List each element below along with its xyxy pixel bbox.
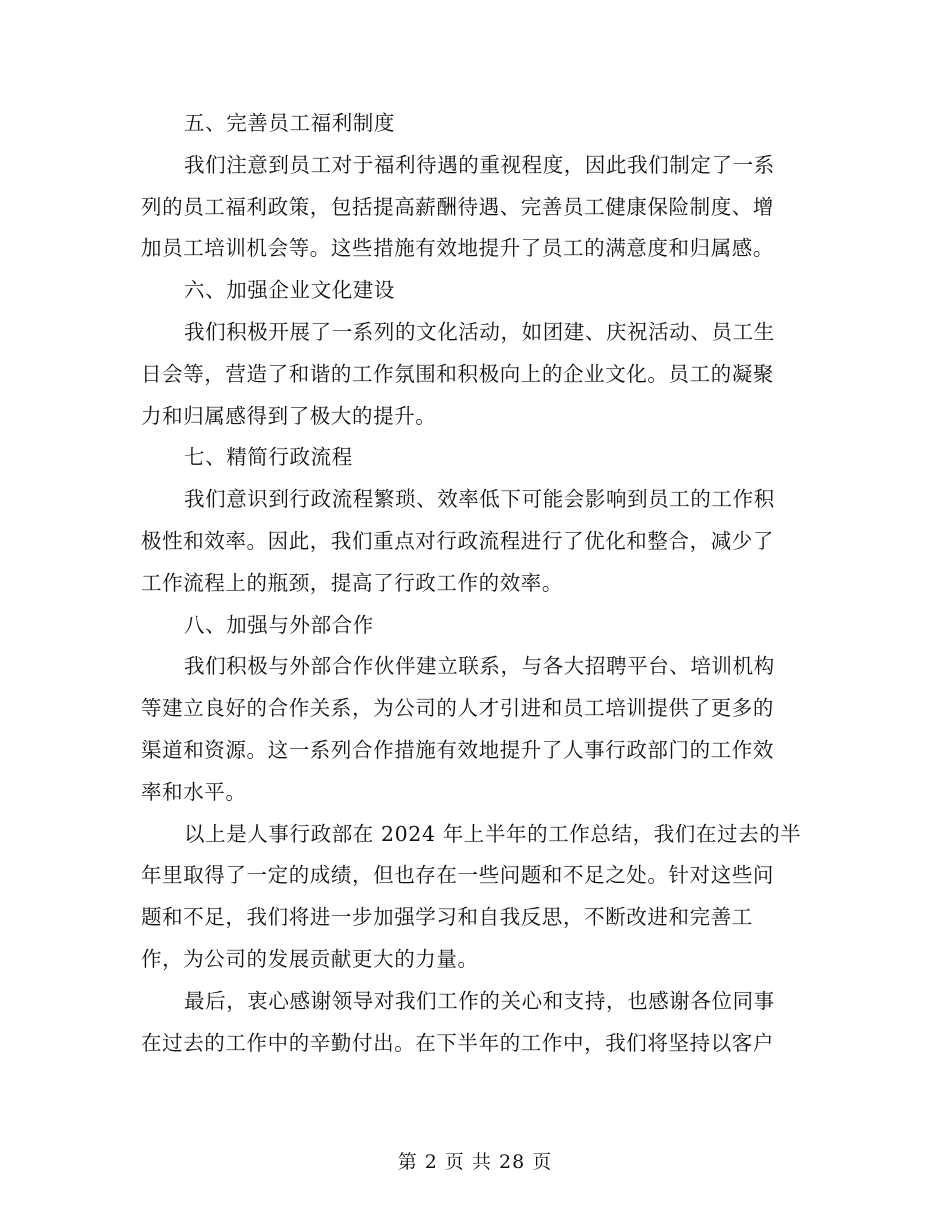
paragraph-line: 等建立良好的合作关系，为公司的人才引进和员工培训提供了更多的 — [141, 696, 774, 721]
paragraph-line: 年里取得了一定的成绩，但也存在一些问题和不足之处。针对这些问 — [141, 863, 774, 888]
section-heading-5: 五、完善员工福利制度 — [184, 111, 395, 135]
paragraph-line: 列的员工福利政策，包括提高薪酬待遇、完善员工健康保险制度、增 — [141, 194, 774, 219]
paragraph-line: 率和水平。 — [141, 779, 247, 804]
paragraph-line: 加员工培训机会等。这些措施有效地提升了员工的满意度和归属感。 — [141, 236, 774, 261]
paragraph-line: 以上是人事行政部在 2024 年上半年的工作总结，我们在过去的半 — [184, 821, 802, 846]
page-number-footer: 第 2 页 共 28 页 — [397, 1151, 553, 1173]
section-heading-7: 七、精简行政流程 — [184, 445, 353, 470]
paragraph-line: 我们注意到员工对于福利待遇的重视程度，因此我们制定了一系 — [184, 152, 775, 177]
paragraph-line: 日会等，营造了和谐的工作氛围和积极向上的企业文化。员工的凝聚 — [141, 361, 774, 386]
paragraph-line: 我们积极开展了一系列的文化活动，如团建、庆祝活动、员工生 — [184, 319, 775, 344]
paragraph-line: 我们意识到行政流程繁琐、效率低下可能会影响到员工的工作积 — [184, 487, 775, 512]
paragraph-line: 作，为公司的发展贡献更大的力量。 — [141, 946, 479, 971]
paragraph-line: 在过去的工作中的辛勤付出。在下半年的工作中，我们将坚持以客户 — [141, 1030, 774, 1055]
paragraph-line: 最后，衷心感谢领导对我们工作的关心和支持，也感谢各位同事 — [184, 988, 775, 1013]
paragraph-line: 渠道和资源。这一系列合作措施有效地提升了人事行政部门的工作效 — [141, 737, 774, 762]
section-heading-8: 八、加强与外部合作 — [184, 612, 374, 637]
paragraph-line: 力和归属感得到了极大的提升。 — [141, 403, 437, 428]
document-body — [141, 103, 813, 1064]
paragraph-line: 我们积极与外部合作伙伴建立联系，与各大招聘平台、培训机构 — [184, 654, 775, 679]
paragraph-line: 极性和效率。因此，我们重点对行政流程进行了优化和整合，减少了 — [141, 528, 774, 553]
section-heading-6: 六、加强企业文化建设 — [184, 278, 395, 303]
paragraph-line: 工作流程上的瓶颈，提高了行政工作的效率。 — [141, 570, 563, 595]
paragraph-line: 题和不足，我们将进一步加强学习和自我反思，不断改进和完善工 — [141, 905, 753, 930]
